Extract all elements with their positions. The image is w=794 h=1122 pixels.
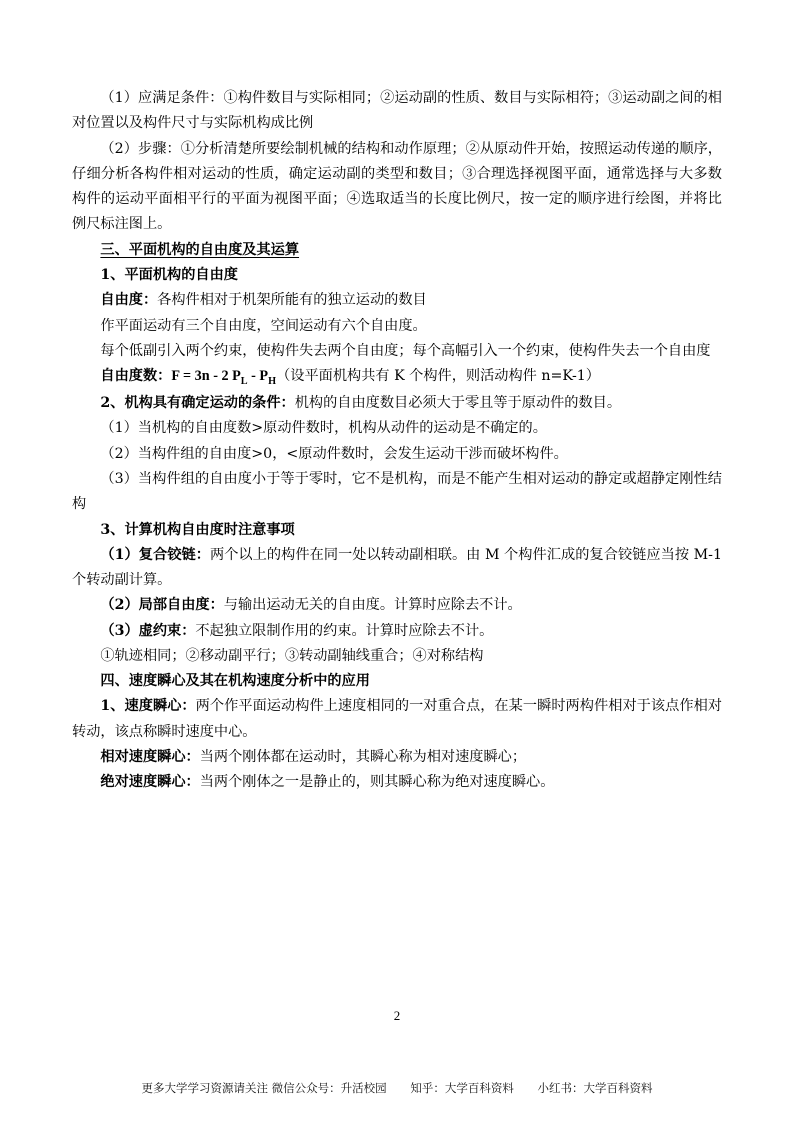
paragraph-plane-space-dof: 作平面运动有三个自由度，空间运动有六个自由度。 [100, 317, 427, 334]
formula-note: （设平面机构共有 K 个构件，则活动构件 n=K-1） [276, 368, 600, 385]
paragraph-local-dof [72, 593, 722, 618]
term-relative-instant-center: 相对速度瞬心： [100, 749, 200, 766]
paragraph-instant-center [72, 694, 722, 745]
formula-expression [171, 368, 277, 387]
formula-mid: - P [247, 368, 269, 385]
subheading-3-2: 2、机构具有确定运动的条件： [100, 395, 295, 412]
paragraph-dof-formula [72, 364, 722, 391]
paragraph-virtual-constraint-list: ①轨迹相同；②移动副平行；③转动副轴线重合；④对称结构 [100, 647, 484, 664]
section-heading-four: 四、速度瞬心及其在机构速度分析中的应用 [100, 673, 370, 690]
formula-label: 自由度数： [100, 368, 172, 385]
paragraph-case-3: （3）当构件组的自由度小于等于零时，它不是机构，而是不能产生相对运动的静定或超静定刚性结构 [72, 470, 722, 513]
subheading-3-1: 1、平面机构的自由度 [100, 266, 238, 283]
subheading-3-2-text: 机构的自由度数目必须大于零且等于原动件的数目。 [294, 395, 622, 412]
paragraph-determinate-motion [72, 391, 722, 416]
term-absolute-instant-center: 绝对速度瞬心： [100, 774, 200, 791]
paragraph-conditions: （1）应满足条件：①构件数目与实际相同；②运动副的性质、数目与实际相符；③运动副之间的相对位置以及构件尺寸与实际机构成比例 [72, 90, 722, 132]
term-degree-of-freedom-text: 各构件相对于机架所能有的独立运动的数目 [157, 292, 427, 309]
term-compound-hinge: （1）复合铰链： [100, 546, 210, 563]
formula-main: F = 3n - 2 P [171, 368, 241, 385]
paragraph-compound-hinge [72, 543, 722, 594]
term-virtual-constraint-text: 不起独立限制作用的约束。计算时应除去不计。 [195, 622, 494, 639]
paragraph-degree-of-freedom-def [72, 288, 722, 313]
term-local-dof: （2）局部自由度： [100, 597, 224, 614]
footer-xiaohongshu-note: 小红书：大学百科资料 [537, 1081, 653, 1095]
paragraph-virtual-constraint [72, 619, 722, 644]
term-relative-instant-center-text: 当两个刚体都在运动时，其瞬心称为相对速度瞬心； [199, 749, 527, 766]
term-local-dof-text: 与输出运动无关的自由度。计算时应除去不计。 [223, 597, 522, 614]
term-compound-hinge-text: 两个以上的构件在同一处以转动副相联。由 M 个构件汇成的复合铰链应当按 M-1 个转动副计算。 [72, 546, 722, 589]
page-footer [0, 1080, 794, 1096]
term-absolute-instant-center-text: 当两个刚体之一是静止的，则其瞬心称为绝对速度瞬心。 [199, 774, 555, 791]
paragraph-relative-instant-center [72, 745, 722, 770]
document-body [72, 86, 722, 796]
term-virtual-constraint: （3）虚约束： [100, 622, 196, 639]
footer-zhihu-note: 知乎：大学百科资料 [410, 1081, 514, 1095]
subheading-3-3: 3、计算机构自由度时注意事项 [100, 521, 295, 538]
paragraph-absolute-instant-center [72, 770, 722, 795]
formula-sub-h: H [268, 375, 277, 387]
section-heading-three: 三、平面机构的自由度及其运算 [100, 241, 300, 258]
page-number: 2 [393, 1008, 401, 1023]
paragraph-constraints: 每个低副引入两个约束，使构件失去两个自由度；每个高幅引入一个约束，使构件失去一个自由度 [100, 342, 711, 359]
footer-wechat-note: 更多大学学习资源请关注 微信公众号：升活校园 [141, 1081, 387, 1095]
paragraph-steps: （2）步骤：①分析清楚所要绘制机械的结构和动作原理；②从原动件开始，按照运动传递的顺序，仔细分析各构件相对运动的性质，确定运动副的类型和数目；③合理选择视图平面，通常选择与大多数构件的运动平面相平行的平面为视图平面；④选取适当的长度比例尺，按一定的顺序进行绘图，并将比例尺标注图上。 [72, 140, 722, 233]
term-instant-center: 1、速度瞬心： [100, 698, 196, 715]
term-degree-of-freedom: 自由度： [100, 292, 158, 309]
formula-sub-l: L [240, 375, 248, 387]
term-instant-center-text: 两个作平面运动构件上速度相同的一对重合点，在某一瞬时两构件相对于该点作相对转动，该点称瞬时速度中心。 [72, 698, 722, 740]
paragraph-case-2: （2）当构件组的自由度>0，<原动件数时，会发生运动干涉而破坏构件。 [100, 445, 568, 462]
paragraph-case-1: （1）当机构的自由度数>原动件数时，机构从动件的运动是不确定的。 [100, 420, 547, 437]
